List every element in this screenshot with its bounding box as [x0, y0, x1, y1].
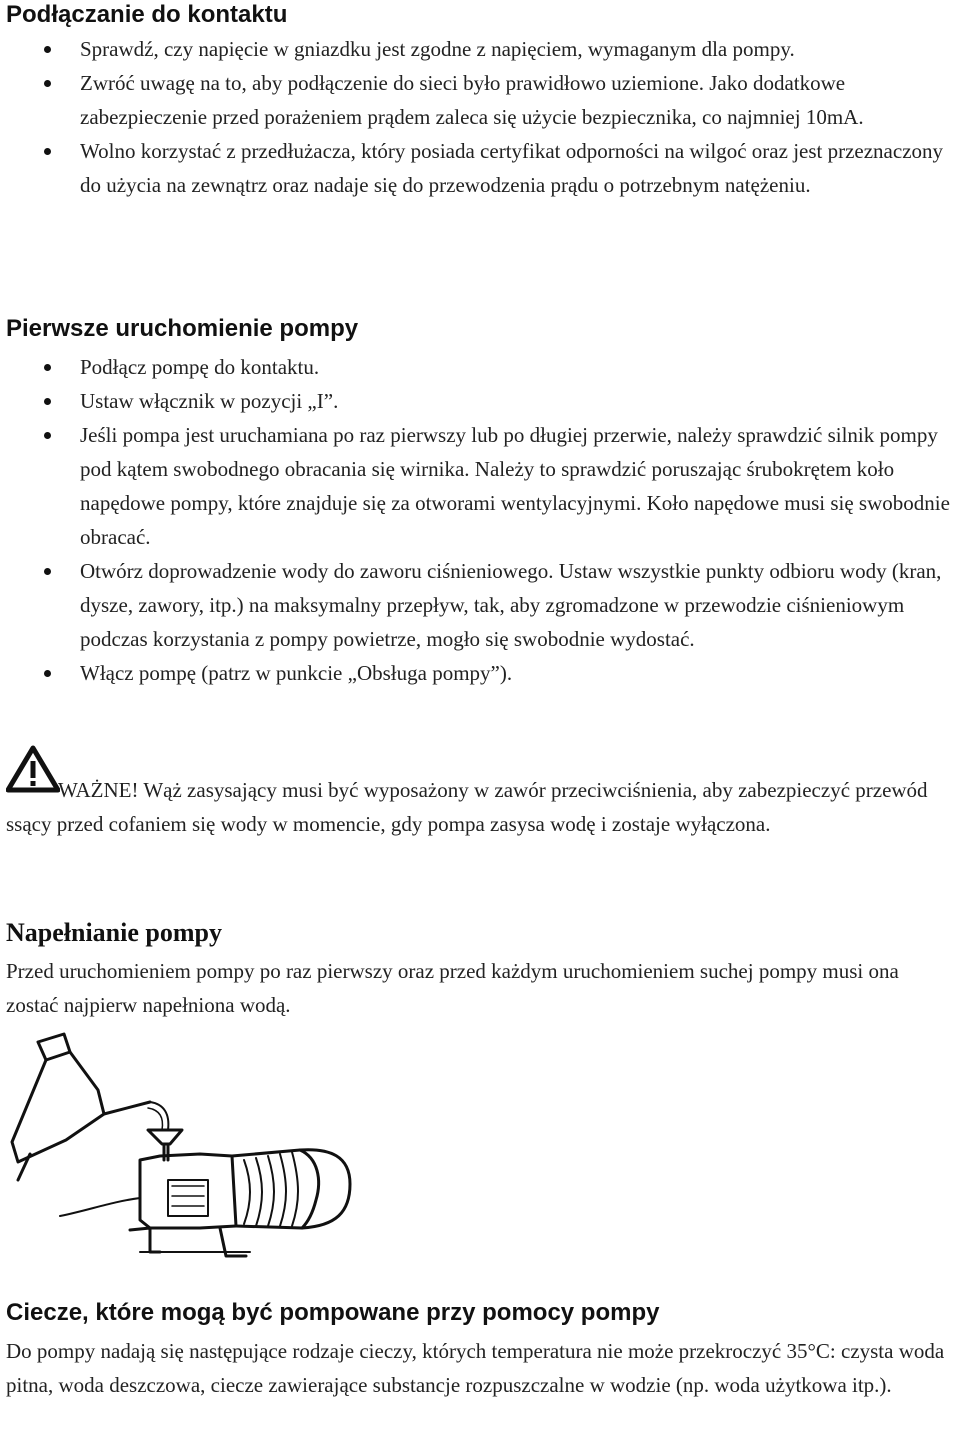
heading-podlaczanie: Podłączanie do kontaktu	[6, 1, 288, 28]
heading-pierwsze-uruchomienie: Pierwsze uruchomienie pompy	[6, 315, 359, 342]
paragraph-ciecze: Do pompy nadają się następujące rodzaje cieczy, których temperatura nie może przekroczyć 35°C: czysta woda pitna, woda deszczowa, ciecze zawierające substancje rozpuszczalne w wodzie (np. woda użytkowa itp.).	[6, 1339, 945, 1397]
list-pierwsze-uruchomienie	[0, 350, 950, 690]
heading-napelnianie: Napełnianie pompy	[6, 918, 222, 947]
list-item: Ustaw włącznik w pozycji „I”.	[0, 384, 950, 418]
list-item: Wolno korzystać z przedłużacza, który posiada certyfikat odporności na wilgoć oraz jest przeznaczony do użycia na zewnątrz oraz nadaje się do przewodzenia prądu o potrzebnym natężeniu.	[0, 134, 950, 202]
list-podlaczanie	[0, 32, 950, 202]
list-item: Zwróć uwagę na to, aby podłączenie do sieci było prawidłowo uziemione. Jako dodatkowe zabezpieczenie przed porażeniem prądem zaleca się użycie bezpiecznika, co najmniej 10mA.	[0, 66, 950, 134]
pump-filling-illustration	[0, 1030, 360, 1280]
paragraph-napelnianie: Przed uruchomieniem pompy po raz pierwszy oraz przed każdym uruchomieniem suchej pompy musi ona zostać najpierw napełniona wodą.	[6, 959, 899, 1017]
list-item: Włącz pompę (patrz w punkcie „Obsługa pompy”).	[0, 656, 950, 690]
heading-ciecze: Ciecze, które mogą być pompowane przy pomocy pompy	[6, 1299, 660, 1326]
list-item: Podłącz pompę do kontaktu.	[0, 350, 950, 384]
warning-text: WAŻNE! Wąż zasysający musi być wyposażony w zawór przeciwciśnienia, aby zabezpieczyć przewód ssący przed cofaniem się wody w momencie, gdy pompa zasysa wodę i zostaje wyłączona.	[6, 778, 928, 836]
list-item: Jeśli pompa jest uruchamiana po raz pierwszy lub po długiej przerwie, należy sprawdzić silnik pompy pod kątem swobodnego obracania się wirnika. Należy to sprawdzić poruszając śrubokrętem koło napędowe pompy, które znajduje się za otworami wentylacyjnymi. Koło napędowe musi się swobodnie obracać.	[0, 418, 950, 554]
list-item: Otwórz doprowadzenie wody do zaworu ciśnieniowego. Ustaw wszystkie punkty odbioru wody (kran, dysze, zawory, itp.) na maksymalny przepływ, tak, aby zgromadzone w przewodzie ciśnieniowym podczas korzystania z pompy powietrze, mogło się swobodnie wydostać.	[0, 554, 950, 656]
list-item: Sprawdź, czy napięcie w gniazdku jest zgodne z napięciem, wymaganym dla pompy.	[0, 32, 950, 66]
